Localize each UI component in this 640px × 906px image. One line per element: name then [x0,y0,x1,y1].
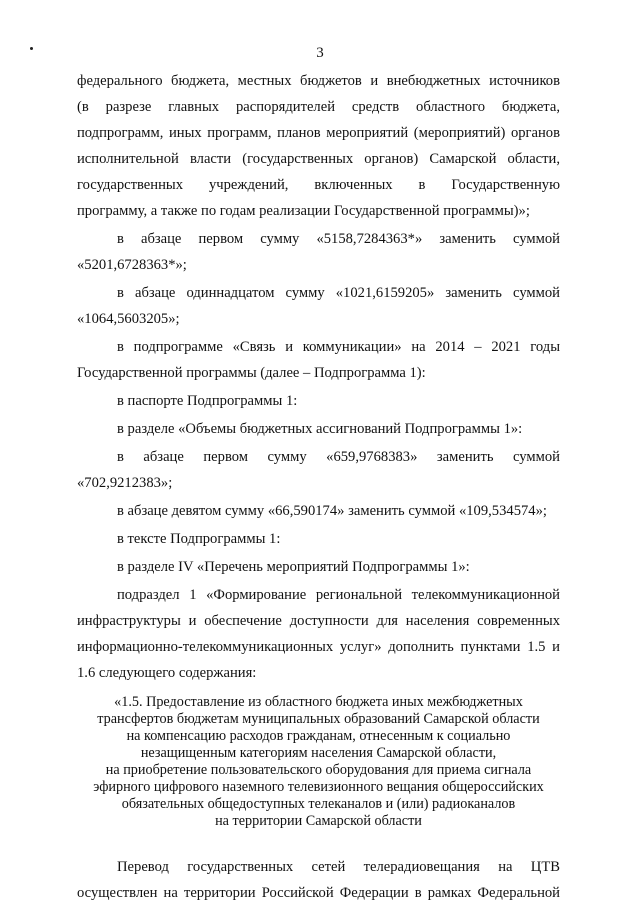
paragraph-line: федерального бюджета, местных бюджетов и внебюджетных источников [77,73,560,89]
paragraph-line: программу, а также по годам реализации Государственной программы)»; [77,203,530,219]
centered-item-title [77,694,560,830]
centered-line: «1.5. Предоставление из областного бюджета иных межбюджетных [114,694,523,710]
paragraph-line: в паспорте Подпрограммы 1: [117,393,298,409]
centered-line: трансфертов бюджетам муниципальных образований Самарской области [97,711,540,727]
centered-line: на приобретение пользовательского оборудования для приема сигнала [105,762,532,778]
paragraph-line: в разделе «Объемы бюджетных ассигнований Подпрограммы 1»: [117,421,523,437]
paragraph-line: в абзаце девятом сумму «66,590174» заменить суммой «109,534574»; [117,503,547,519]
centered-line: на компенсацию расходов гражданам, отнесенным к социально [126,728,511,744]
page-number: 3 [316,45,324,61]
paragraph-line: государственных учреждений, включенных в Государственную [77,177,560,193]
paragraph-line: в подпрограмме «Связь и коммуникации» на 2014 – 2021 годы [117,339,560,355]
paragraph-line: «702,9212383»; [77,475,173,491]
centered-line: незащищенным категориям населения Самарской области, [140,745,497,761]
paragraph-line: «5201,6728363*»; [77,257,187,273]
paragraph-line: в абзаце одиннадцатом сумму «1021,6159205» заменить суммой [117,285,560,301]
paragraph-line: в абзаце первом сумму «5158,7284363*» заменить суммой [117,231,560,247]
paragraph-line: подпрограмм, иных программ, планов мероприятий (мероприятий) органов [77,125,560,141]
paragraph-line: подраздел 1 «Формирование региональной телекоммуникационной [117,587,560,603]
paragraph-line: «1064,5603205»; [77,311,180,327]
centered-line: на территории Самарской области [215,813,422,829]
paragraph-line: инфраструктуры и обеспечение доступности для населения современных [77,613,560,629]
paragraph-line: в тексте Подпрограммы 1: [117,531,281,547]
paragraph-line: Перевод государственных сетей телерадиовещания на ЦТВ [117,859,560,875]
paragraph-line: 1.6 следующего содержания: [77,665,257,681]
paragraph-line: Государственной программы (далее – Подпрограмма 1): [77,365,426,381]
centered-line: обязательных общедоступных телеканалов и (или) радиоканалов [121,796,516,812]
paragraph-line: в разделе IV «Перечень мероприятий Подпрограммы 1»: [117,559,470,575]
paragraph-line: информационно-телекоммуникационных услуг» дополнить пунктами 1.5 и [77,639,560,655]
paragraph-line: (в разрезе главных распорядителей средств областного бюджета, [77,99,560,115]
paragraph-line: осуществлен на территории Российской Федерации в рамках Федеральной [77,885,560,901]
document-body [77,68,560,906]
centered-line: эфирного цифрового наземного телевизионного вещания общероссийских [93,779,544,795]
paragraph-line: в абзаце первом сумму «659,9768383» заменить суммой [117,449,560,465]
paragraph-line: исполнительной власти (государственных органов) Самарской области, [77,151,560,167]
